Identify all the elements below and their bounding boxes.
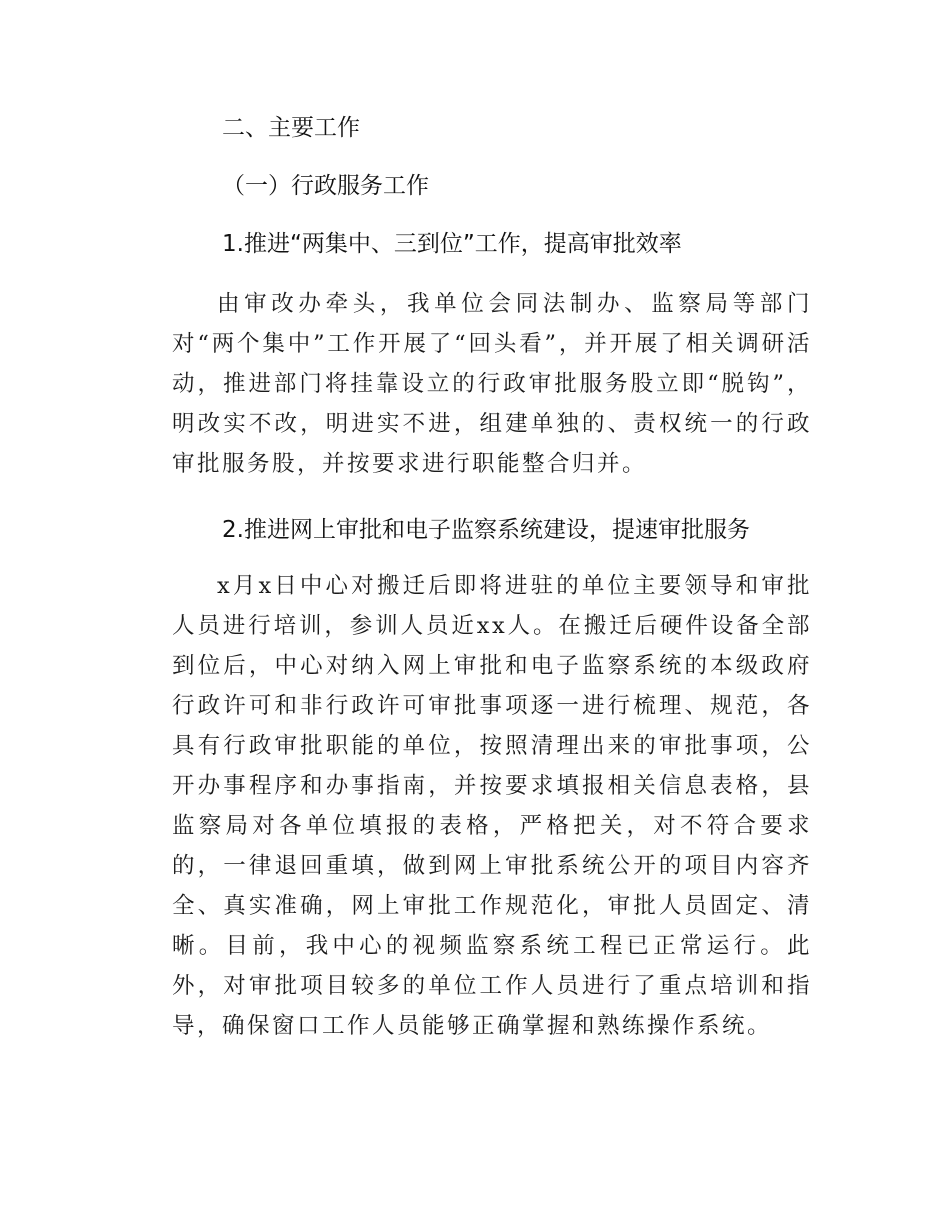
section-heading: 二、主要工作 [222,115,360,141]
item-1-paragraph: 由审改办牵头，我单位会同法制办、监察局等部门对“两个集中”工作开展了“回头看”，并开展了相关调研活动，推进部门将挂靠设立的行政审批服务股立即“脱钩”，明改实不改，明进实不进，组建单独的、责权统一的行政审批服务股，并按要求进行职能整合归并。 [172,291,812,477]
item-1-title: 1.推进“两集中、三到位”工作，提高审批效率 [222,231,682,257]
item-2-paragraph: x月x日中心对搬迁后即将进驻的单位主要领导和审批人员进行培训，参训人员近xx人。在搬迁后硬件设备全部到位后，中心对纳入网上审批和电子监察系统的本级政府行政许可和非行政许可审批事项逐一进行梳理、规范，各具有行政审批职能的单位，按照清理出来的审批事项，公开办事程序和办事指南，并按要求填报相关信息表格，县监察局对各单位填报的表格，严格把关，对不符合要求的，一律退回重填，做到网上审批系统公开的项目内容齐全、真实准确，网上审批工作规范化，审批人员固定、清晰。目前，我中心的视频监察系统工程已正常运行。此外，对审批项目较多的单位工作人员进行了重点培训和指导，确保窗口工作人员能够正确掌握和熟练操作系统。 [172,573,812,1039]
subsection-heading: （一）行政服务工作 [222,173,429,199]
item-2-title: 2.推进网上审批和电子监察系统建设，提速审批服务 [222,517,750,543]
